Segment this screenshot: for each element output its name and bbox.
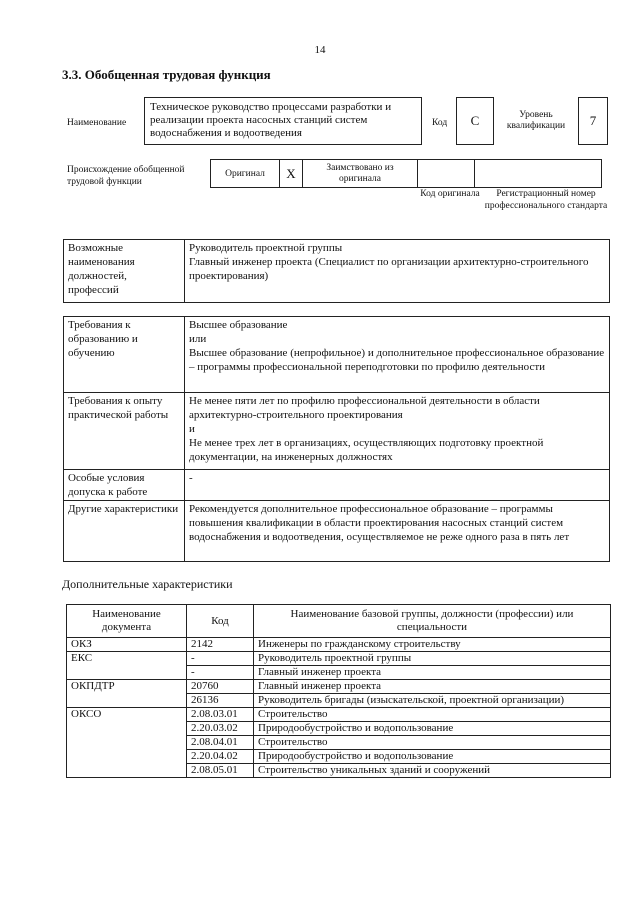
table-row xyxy=(67,680,611,694)
positions-values xyxy=(185,240,610,303)
qualification-level-box: 7 xyxy=(578,97,608,145)
original-mark: X xyxy=(280,160,303,188)
header-document: Наименование документа xyxy=(67,605,187,638)
name-cell: Главный инженер проекта xyxy=(254,666,611,680)
doc-cell: ЕКС xyxy=(67,652,187,680)
req-line: - xyxy=(189,472,193,484)
req-label: Особые условия допуска к работе xyxy=(64,470,185,501)
original-label: Оригинал xyxy=(211,160,280,188)
code-cell: 20760 xyxy=(187,680,254,694)
name-cell: Природообустройство и водопользование xyxy=(254,750,611,764)
req-value xyxy=(185,317,610,393)
req-line: или xyxy=(189,333,207,345)
code-cell: 26136 xyxy=(187,694,254,708)
name-cell: Руководитель бригады (изыскательской, проектной организации) xyxy=(254,694,611,708)
req-label: Требования к образованию и обучению xyxy=(64,317,185,393)
req-label: Другие характеристики xyxy=(64,501,185,562)
name-cell: Руководитель проектной группы xyxy=(254,652,611,666)
code-cell: - xyxy=(187,666,254,680)
table-row xyxy=(67,638,611,652)
code-label: Код xyxy=(432,118,448,128)
name-cell: Строительство уникальных зданий и сооружений xyxy=(254,764,611,778)
req-line: Высшее образование (непрофильное) и дополнительное профессиональное образование – программы профессиональной переподготовки по профилю деятельности xyxy=(189,347,605,373)
table-row xyxy=(67,652,611,666)
req-value xyxy=(185,501,610,562)
position-line: Руководитель проектной группы xyxy=(189,242,343,254)
doc-cell: ОКЗ xyxy=(67,638,187,652)
page-number: 14 xyxy=(314,44,326,56)
additional-title: Дополнительные характеристики xyxy=(62,577,233,591)
name-label: Наименование xyxy=(67,118,127,128)
code-cell: - xyxy=(187,652,254,666)
doc-cell: ОКСО xyxy=(67,708,187,778)
code-value-box: C xyxy=(456,97,494,145)
position-line: Главный инженер проекта (Специалист по организации архитектурно-строительного проектирования) xyxy=(189,256,589,282)
name-cell: Главный инженер проекта xyxy=(254,680,611,694)
function-name-box: Техническое руководство процессами разработки и реализации проекта насосных станций систем водоснабжения и водоотведения xyxy=(144,97,422,145)
code-original-cell xyxy=(418,160,475,188)
header-code: Код xyxy=(187,605,254,638)
origin-table xyxy=(210,159,602,188)
qualification-level-label: Уровень квалификации xyxy=(506,110,566,131)
req-line: Высшее образование xyxy=(189,319,288,331)
reg-number-label: Регистрационный номер профессионального стандарта xyxy=(484,189,608,211)
code-cell: 2.08.04.01 xyxy=(187,736,254,750)
req-line: Рекомендуется дополнительное профессиональное образование – программы повышения квалификации в области проектирования насосных станций систем водоснабжения и водоотведения, осуществляемое не реже одного раза в пять лет xyxy=(189,503,570,543)
header-name: Наименование базовой группы, должности (профессии) или специальности xyxy=(254,605,611,638)
borrowed-label: Заимствовано из оригинала xyxy=(303,160,418,188)
code-original-label: Код оригинала xyxy=(420,189,480,199)
table-row xyxy=(67,708,611,722)
origin-label: Происхождение обобщенной трудовой функции xyxy=(67,165,185,187)
positions-label: Возможные наименования должностей, профессий xyxy=(64,240,185,303)
code-cell: 2.20.03.02 xyxy=(187,722,254,736)
req-value xyxy=(185,470,610,501)
code-cell: 2.20.04.02 xyxy=(187,750,254,764)
name-cell: Строительство xyxy=(254,708,611,722)
name-cell: Строительство xyxy=(254,736,611,750)
req-label: Требования к опыту практической работы xyxy=(64,393,185,470)
code-cell: 2142 xyxy=(187,638,254,652)
req-line: и xyxy=(189,423,195,435)
requirements-table xyxy=(63,316,610,562)
name-cell: Инженеры по гражданскому строительству xyxy=(254,638,611,652)
code-cell: 2.08.05.01 xyxy=(187,764,254,778)
req-value xyxy=(185,393,610,470)
code-cell: 2.08.03.01 xyxy=(187,708,254,722)
positions-table xyxy=(63,239,610,303)
name-cell: Природообустройство и водопользование xyxy=(254,722,611,736)
section-title: 3.3. Обобщенная трудовая функция xyxy=(62,67,271,82)
additional-table xyxy=(66,604,611,778)
reg-number-cell xyxy=(475,160,602,188)
doc-cell: ОКПДТР xyxy=(67,680,187,708)
req-line: Не менее трех лет в организациях, осуществляющих подготовку проектной документации, на инженерных должностях xyxy=(189,437,544,463)
req-line: Не менее пяти лет по профилю профессиональной деятельности в области архитектурно-строительного проектирования xyxy=(189,395,540,421)
